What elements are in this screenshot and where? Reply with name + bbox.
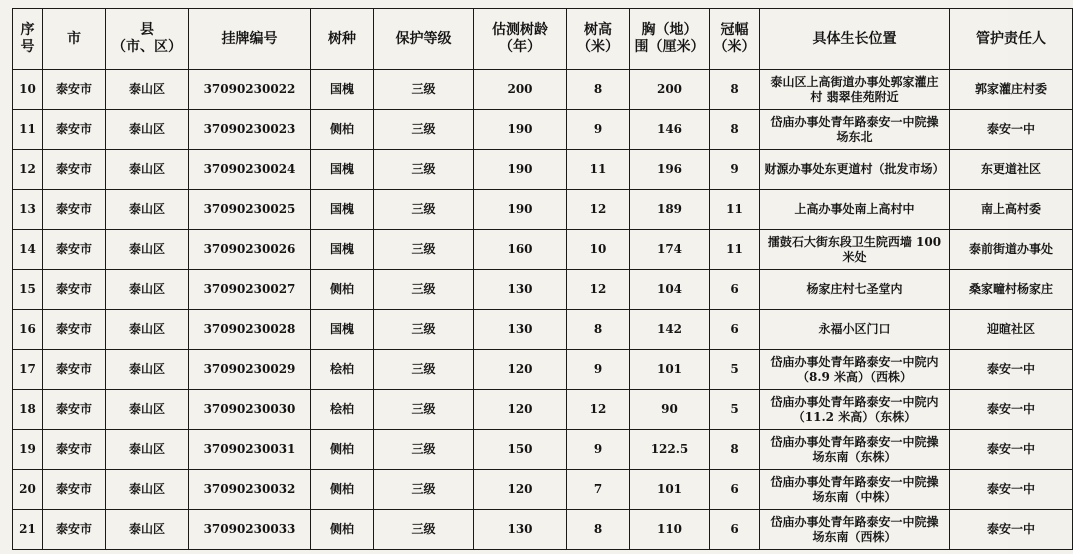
cell-city: 泰安市 <box>43 70 106 110</box>
cell-tree-height: 9 <box>567 350 630 390</box>
cell-crown-width: 8 <box>710 110 760 150</box>
cell-seq: 19 <box>13 430 43 470</box>
location-line: （11.2 米高）（东株） <box>792 409 917 424</box>
cell-county: 泰山区 <box>106 310 189 350</box>
cell-county: 泰山区 <box>106 390 189 430</box>
cell-species: 侧柏 <box>311 270 374 310</box>
cell-tree-height: 8 <box>567 510 630 550</box>
location-line: 永福小区门口 <box>818 322 891 336</box>
cell-protection-level: 三级 <box>374 190 474 230</box>
location-line: 场东南（西株） <box>812 529 897 544</box>
cell-crown-width: 5 <box>710 390 760 430</box>
cell-girth: 101 <box>630 350 710 390</box>
location-line: 岱庙办事处青年路泰安一中院内 <box>770 394 939 409</box>
cell-protection-level: 三级 <box>374 470 474 510</box>
cell-estimated-age: 190 <box>474 150 567 190</box>
cell-girth: 142 <box>630 310 710 350</box>
cell-protection-level: 三级 <box>374 350 474 390</box>
header-row <box>13 9 1073 70</box>
cell-species: 侧柏 <box>311 470 374 510</box>
cell-tree-height: 12 <box>567 390 630 430</box>
header-plate-number: 挂牌编号 <box>189 9 311 70</box>
cell-estimated-age: 120 <box>474 350 567 390</box>
cell-county: 泰山区 <box>106 70 189 110</box>
cell-location <box>760 150 950 190</box>
cell-county: 泰山区 <box>106 430 189 470</box>
cell-protection-level: 三级 <box>374 230 474 270</box>
cell-county: 泰山区 <box>106 350 189 390</box>
cell-plate-number: 37090230029 <box>189 350 311 390</box>
cell-city: 泰安市 <box>43 230 106 270</box>
cell-species: 桧柏 <box>311 390 374 430</box>
cell-tree-height: 7 <box>567 470 630 510</box>
cell-plate-number: 37090230033 <box>189 510 311 550</box>
location-line: 擂鼓石大街东段卫生院西墙 100 <box>767 234 942 249</box>
cell-custodian: 桑家疃村杨家庄 <box>950 270 1073 310</box>
cell-location <box>760 510 950 550</box>
cell-crown-width: 5 <box>710 350 760 390</box>
cell-tree-height: 12 <box>567 190 630 230</box>
cell-estimated-age: 190 <box>474 190 567 230</box>
cell-custodian: 泰安一中 <box>950 430 1073 470</box>
header-species: 树种 <box>311 9 374 70</box>
cell-location <box>760 230 950 270</box>
cell-custodian: 东更道社区 <box>950 150 1073 190</box>
cell-species: 国槐 <box>311 190 374 230</box>
cell-estimated-age: 120 <box>474 390 567 430</box>
cell-estimated-age: 120 <box>474 470 567 510</box>
cell-county: 泰山区 <box>106 110 189 150</box>
cell-species: 国槐 <box>311 150 374 190</box>
header-seq: 序 号 <box>13 9 43 70</box>
cell-seq: 21 <box>13 510 43 550</box>
table-row <box>13 190 1073 230</box>
cell-city: 泰安市 <box>43 310 106 350</box>
table-row <box>13 350 1073 390</box>
cell-protection-level: 三级 <box>374 110 474 150</box>
cell-county: 泰山区 <box>106 190 189 230</box>
cell-protection-level: 三级 <box>374 270 474 310</box>
cell-protection-level: 三级 <box>374 510 474 550</box>
cell-city: 泰安市 <box>43 190 106 230</box>
table-row <box>13 510 1073 550</box>
cell-location <box>760 310 950 350</box>
cell-girth: 196 <box>630 150 710 190</box>
cell-custodian: 泰安一中 <box>950 470 1073 510</box>
cell-seq: 16 <box>13 310 43 350</box>
cell-city: 泰安市 <box>43 430 106 470</box>
header-location: 具体生长位置 <box>760 9 950 70</box>
cell-custodian: 南上高村委 <box>950 190 1073 230</box>
table-header <box>13 9 1073 70</box>
cell-custodian: 泰前街道办事处 <box>950 230 1073 270</box>
cell-seq: 17 <box>13 350 43 390</box>
cell-estimated-age: 130 <box>474 270 567 310</box>
cell-seq: 10 <box>13 70 43 110</box>
cell-city: 泰安市 <box>43 110 106 150</box>
location-line: 财源办事处东更道村（批发市场） <box>764 162 945 176</box>
cell-estimated-age: 190 <box>474 110 567 150</box>
cell-custodian: 郭家灌庄村委 <box>950 70 1073 110</box>
cell-crown-width: 6 <box>710 470 760 510</box>
header-crown-width: 冠幅 （米） <box>710 9 760 70</box>
cell-city: 泰安市 <box>43 470 106 510</box>
header-tree-height: 树高 （米） <box>567 9 630 70</box>
cell-girth: 174 <box>630 230 710 270</box>
cell-seq: 14 <box>13 230 43 270</box>
cell-crown-width: 6 <box>710 310 760 350</box>
cell-crown-width: 6 <box>710 510 760 550</box>
cell-location <box>760 70 950 110</box>
cell-girth: 101 <box>630 470 710 510</box>
ancient-tree-registry-table <box>12 8 1073 550</box>
cell-protection-level: 三级 <box>374 70 474 110</box>
cell-girth: 200 <box>630 70 710 110</box>
cell-location <box>760 270 950 310</box>
location-line: 岱庙办事处青年路泰安一中院内 <box>770 354 939 369</box>
cell-species: 国槐 <box>311 310 374 350</box>
header-girth: 胸（地） 围（厘米） <box>630 9 710 70</box>
cell-crown-width: 6 <box>710 270 760 310</box>
cell-estimated-age: 160 <box>474 230 567 270</box>
cell-crown-width: 8 <box>710 430 760 470</box>
cell-seq: 15 <box>13 270 43 310</box>
cell-custodian: 迎暄社区 <box>950 310 1073 350</box>
cell-girth: 90 <box>630 390 710 430</box>
header-city: 市 <box>43 9 106 70</box>
cell-seq: 11 <box>13 110 43 150</box>
cell-seq: 12 <box>13 150 43 190</box>
cell-plate-number: 37090230028 <box>189 310 311 350</box>
location-line: 场东北 <box>836 129 873 144</box>
cell-estimated-age: 150 <box>474 430 567 470</box>
cell-city: 泰安市 <box>43 270 106 310</box>
cell-city: 泰安市 <box>43 150 106 190</box>
cell-custodian: 泰安一中 <box>950 110 1073 150</box>
cell-species: 侧柏 <box>311 510 374 550</box>
cell-girth: 110 <box>630 510 710 550</box>
cell-plate-number: 37090230027 <box>189 270 311 310</box>
table-row <box>13 70 1073 110</box>
table-row <box>13 110 1073 150</box>
cell-county: 泰山区 <box>106 230 189 270</box>
location-line: 米处 <box>842 249 867 264</box>
cell-seq: 18 <box>13 390 43 430</box>
cell-protection-level: 三级 <box>374 390 474 430</box>
header-county: 县 （市、区） <box>106 9 189 70</box>
cell-county: 泰山区 <box>106 150 189 190</box>
cell-species: 国槐 <box>311 230 374 270</box>
cell-girth: 146 <box>630 110 710 150</box>
cell-location <box>760 110 950 150</box>
table-row <box>13 270 1073 310</box>
table-row <box>13 390 1073 430</box>
cell-plate-number: 37090230024 <box>189 150 311 190</box>
table-row <box>13 430 1073 470</box>
cell-city: 泰安市 <box>43 350 106 390</box>
cell-tree-height: 9 <box>567 430 630 470</box>
location-line: 泰山区上高街道办事处郭家灌庄 <box>770 74 939 89</box>
cell-seq: 20 <box>13 470 43 510</box>
cell-protection-level: 三级 <box>374 310 474 350</box>
cell-custodian: 泰安一中 <box>950 510 1073 550</box>
cell-crown-width: 11 <box>710 230 760 270</box>
cell-estimated-age: 130 <box>474 510 567 550</box>
location-line: 岱庙办事处青年路泰安一中院操 <box>770 514 939 529</box>
cell-girth: 122.5 <box>630 430 710 470</box>
cell-crown-width: 11 <box>710 190 760 230</box>
cell-plate-number: 37090230026 <box>189 230 311 270</box>
header-custodian: 管护责任人 <box>950 9 1073 70</box>
cell-tree-height: 12 <box>567 270 630 310</box>
cell-county: 泰山区 <box>106 470 189 510</box>
cell-plate-number: 37090230023 <box>189 110 311 150</box>
cell-location <box>760 390 950 430</box>
table-row <box>13 310 1073 350</box>
location-line: 岱庙办事处青年路泰安一中院操 <box>770 114 939 129</box>
location-line: 杨家庄村七圣堂内 <box>806 282 903 296</box>
table-body <box>13 70 1073 550</box>
cell-city: 泰安市 <box>43 510 106 550</box>
location-line: 岱庙办事处青年路泰安一中院操 <box>770 434 939 449</box>
cell-location <box>760 350 950 390</box>
cell-county: 泰山区 <box>106 510 189 550</box>
cell-plate-number: 37090230022 <box>189 70 311 110</box>
cell-tree-height: 10 <box>567 230 630 270</box>
location-line: 村 翡翠佳苑附近 <box>810 89 899 104</box>
location-line: 上高办事处南上高村中 <box>794 202 915 216</box>
cell-crown-width: 9 <box>710 150 760 190</box>
location-line: 岱庙办事处青年路泰安一中院操 <box>770 474 939 489</box>
cell-tree-height: 11 <box>567 150 630 190</box>
cell-crown-width: 8 <box>710 70 760 110</box>
cell-location <box>760 430 950 470</box>
location-line: 场东南（东株） <box>812 449 897 464</box>
cell-custodian: 泰安一中 <box>950 350 1073 390</box>
cell-tree-height: 9 <box>567 110 630 150</box>
location-line: （8.9 米高）（西株） <box>796 369 913 384</box>
cell-protection-level: 三级 <box>374 150 474 190</box>
cell-species: 桧柏 <box>311 350 374 390</box>
header-estimated-age: 估测树龄 （年） <box>474 9 567 70</box>
cell-estimated-age: 200 <box>474 70 567 110</box>
cell-species: 国槐 <box>311 70 374 110</box>
cell-county: 泰山区 <box>106 270 189 310</box>
cell-protection-level: 三级 <box>374 430 474 470</box>
table-row <box>13 470 1073 510</box>
cell-seq: 13 <box>13 190 43 230</box>
cell-plate-number: 37090230032 <box>189 470 311 510</box>
cell-location <box>760 470 950 510</box>
cell-species: 侧柏 <box>311 430 374 470</box>
table-row <box>13 230 1073 270</box>
cell-location <box>760 190 950 230</box>
cell-custodian: 泰安一中 <box>950 390 1073 430</box>
cell-species: 侧柏 <box>311 110 374 150</box>
cell-girth: 189 <box>630 190 710 230</box>
cell-estimated-age: 130 <box>474 310 567 350</box>
cell-plate-number: 37090230031 <box>189 430 311 470</box>
cell-girth: 104 <box>630 270 710 310</box>
cell-plate-number: 37090230025 <box>189 190 311 230</box>
cell-plate-number: 37090230030 <box>189 390 311 430</box>
table-row <box>13 150 1073 190</box>
header-protection-level: 保护等级 <box>374 9 474 70</box>
cell-city: 泰安市 <box>43 390 106 430</box>
cell-tree-height: 8 <box>567 310 630 350</box>
cell-tree-height: 8 <box>567 70 630 110</box>
location-line: 场东南（中株） <box>812 489 897 504</box>
